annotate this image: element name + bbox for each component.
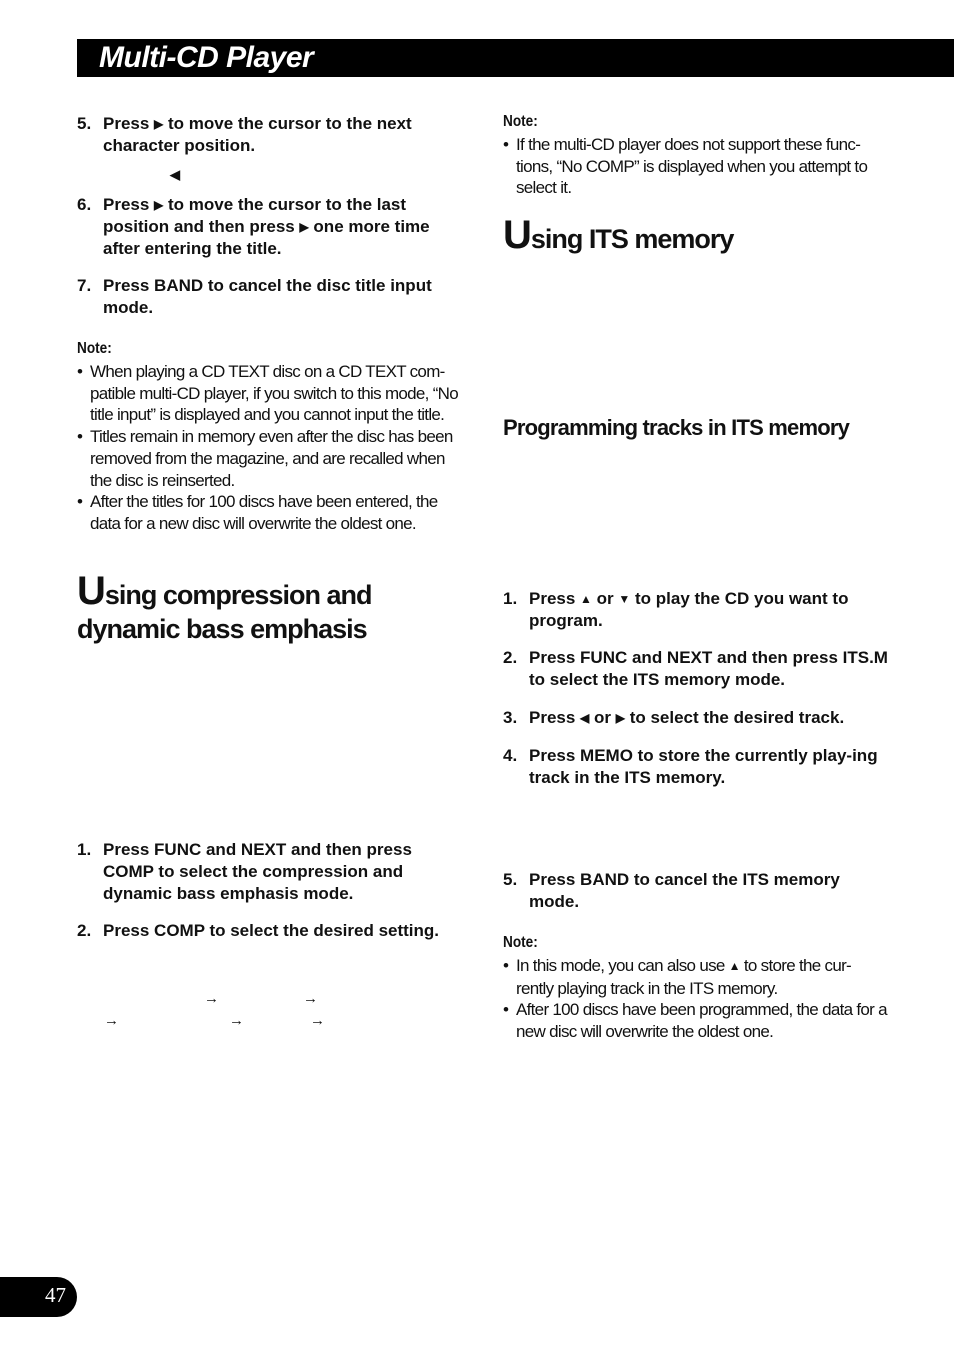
sub-heading-programming: Programming tracks in ITS memory [503,415,850,440]
step-7: 7. Press BAND to cancel the disc title input mode. [77,276,432,317]
step-1: 1. Press ▲ or ▼ to play the CD you want to program. [503,589,849,630]
up-triangle-icon: ▲ [580,592,592,606]
arrow-icon: → [104,1012,119,1029]
step-2: 2. Press COMP to select the desired setting. [77,921,440,940]
left-triangle-icon: ◀ [580,711,590,725]
note-item: • After 100 discs have been programmed, the data for a new disc will overwrite the oldest one. [503,999,888,1042]
right-triangle-icon: ▶ [615,711,625,725]
page-title: Multi-CD Player [99,41,314,74]
note-label: Note: [503,934,538,951]
arrow-icon: → [310,1012,325,1029]
section-heading-compression: Using compression and dynamic bass emphasis [77,569,372,644]
note-label: Note: [503,113,538,130]
step-number: 2. [503,648,518,667]
page-number: 47 [45,1283,66,1307]
note-item: • Titles remain in memory even after the disc has been removed from the magazine, and are recalled when the disc is reinserted. [77,426,462,491]
arrow-icon: → [204,990,219,1007]
note-label: Note: [77,340,112,357]
down-triangle-icon: ▼ [618,592,631,606]
note-list [503,955,888,1043]
step-number: 3. [503,708,518,727]
step-4: 4. Press MEMO to store the currently play-ing track in the ITS memory. [503,746,878,787]
arrow-icon: → [229,1012,244,1029]
step-3: 3. Press ◀ or ▶ to select the desired track. [503,708,845,727]
note-item: • If the multi-CD player does not support these func-tions, “No COMP” is displayed when you attempt to select it. [503,134,888,199]
page-number-tab [0,1277,77,1317]
note-list [503,134,888,199]
step-5: 5. Press ▶ to move the cursor to the next character position. [77,114,412,155]
arrow-icon: → [303,990,318,1007]
note-item: • When playing a CD TEXT disc on a CD TEXT com-patible multi-CD player, if you switch to this mode, “No title input” is displayed and you cannot input the title. [77,361,462,426]
note-item: • After the titles for 100 discs have been entered, the data for a new disc will overwrite the oldest one. [77,491,462,534]
step-6: 6. Press ▶ to move the cursor to the last position and then press ▶ one more time after entering the title. [77,195,430,258]
step-number: 5. [77,114,92,133]
step-number: 1. [77,840,92,859]
step-number: 2. [77,921,92,940]
up-triangle-icon: ▲ [728,959,740,973]
step-number: 1. [503,589,518,608]
note-item: • In this mode, you can also use ▲ to store the cur-rently playing track in the ITS memory. [503,955,888,999]
right-triangle-icon: ▶ [154,117,164,131]
note-list [77,361,462,535]
step-number: 7. [77,276,92,295]
step-1: 1. Press FUNC and NEXT and then press COMP to select the compression and dynamic bass emphasis mode. [77,840,412,903]
step-number: 4. [503,746,518,765]
right-triangle-icon: ▶ [299,220,309,234]
section-heading-its-memory: Using ITS memory [503,213,734,257]
step-number: 5. [503,870,518,889]
step-number: 6. [77,195,92,214]
left-triangle-icon: ◀ [170,167,180,182]
page-header [77,39,954,77]
right-triangle-icon: ▶ [154,198,164,212]
step-5: 5. Press BAND to cancel the ITS memory mode. [503,870,840,911]
step-2: 2. Press FUNC and NEXT and then press ITS.M to select the ITS memory mode. [503,648,888,689]
